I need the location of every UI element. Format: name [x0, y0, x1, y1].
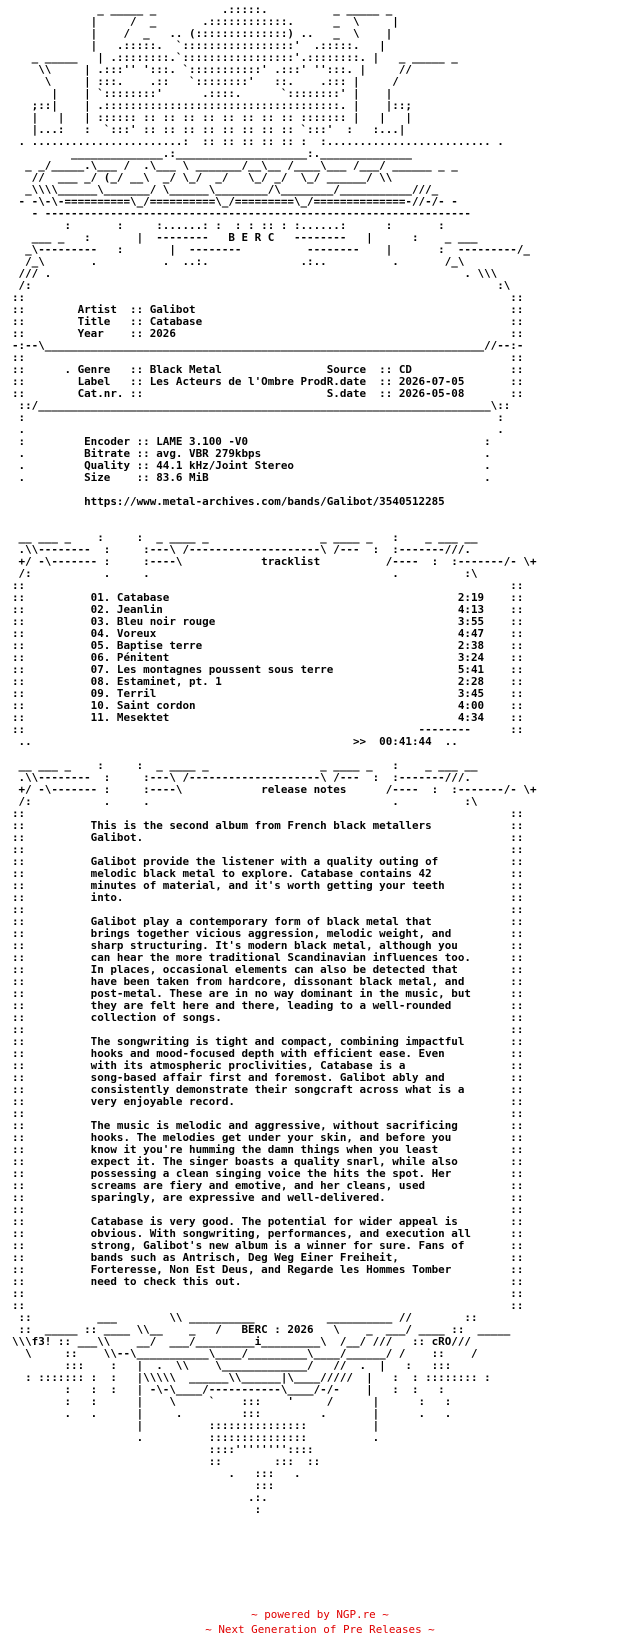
artist-line: :: Artist :: Galibot ::: [12, 304, 524, 316]
release-note-line: :: song-based affair first and foremost. Galibot ably and ::: [12, 1072, 524, 1084]
release-note-line: :: Galibot play a contemporary form of black metal that ::: [12, 916, 524, 928]
quality-line: . Quality :: 44.1 kHz/Joint Stereo .: [12, 460, 491, 472]
release-note-line: :: ::: [12, 1024, 524, 1036]
frame-line: ::/_____________________________________________________________________\::: [12, 400, 511, 412]
header-art-line: // ___ _/ (_/ __\ _/ \_/ _/ \_/ _/ \_/ ______/ \\: [12, 172, 393, 184]
frame-line: : : : | -\-\____/-----------\____/-/- | : : :: [12, 1384, 445, 1396]
tracklist-title-line: +/ -\------- : :----\ tracklist /---- : :-------/- \+: [12, 556, 537, 568]
catnr-sdate-line: :: Cat.nr. :: S.date :: 2026-05-08 ::: [12, 388, 524, 400]
header-art-line: | | `::::::::' .::::. `::::::::' | |: [12, 88, 393, 100]
frame-line: /: . . . :\: [12, 568, 478, 580]
release-note-line: :: hooks and mood-focused depth with efficient ease. Even ::: [12, 1048, 524, 1060]
release-note-line: :: screams are fiery and emotive, and her cleans, used ::: [12, 1180, 524, 1192]
frame-line: \ :: \\--\___________\____/_________\____/______/ / :: /: [12, 1348, 478, 1360]
release-note-line: :: The music is melodic and aggressive, without sacrificing ::: [12, 1120, 524, 1132]
frame-line: .\\-------- : :---\ /--------------------\ /--- : :-------///.: [12, 544, 471, 556]
track-row: :: 03. Bleu noir rouge 3:55 ::: [12, 616, 524, 628]
frame-line: __ ___ _ : : _ ____ _ _ ____ _ : _ ___ __: [12, 760, 478, 772]
header-art-line: |...: : `:::' :: :: :: :: :: :: :: :: `:::' : :...|: [12, 124, 406, 136]
blank-line: [12, 484, 632, 496]
release-note-line: :: have been taken from hardcore, dissonant black metal, and ::: [12, 976, 524, 988]
size-line: . Size :: 83.6 MiB .: [12, 472, 491, 484]
encoder-line: : Encoder :: LAME 3.100 -V0 :: [12, 436, 491, 448]
header-art-line: _ _____ _ .:::::. _ _____ _: [12, 4, 393, 16]
frame-line: : ::::::: : : |\\\\\ ______\\______|\____///// | : : :::::::: :: [12, 1372, 491, 1384]
release-note-line: :: possessing a clean singing voice the hits the spot. Her ::: [12, 1168, 524, 1180]
footer-group-line: :: _____ :: ____ \\__ _ / BERC : 2026 \ _ ___/ ____ :: _____: [12, 1324, 511, 1336]
release-note-line: :: Galibot provide the listener with a quality outing of ::: [12, 856, 524, 868]
release-note-line: :: know it you're humming the damn things when you least ::: [12, 1144, 524, 1156]
blank-line: [12, 748, 632, 760]
frame-line: :: ::: [12, 352, 524, 364]
frame-line: :: ::: [12, 1300, 524, 1312]
release-note-line: :: into. ::: [12, 892, 524, 904]
release-note-line: :: expect it. The singer boasts a quality snarl, while also ::: [12, 1156, 524, 1168]
track-row: :: 04. Voreux 4:47 ::: [12, 628, 524, 640]
blank-line: [12, 520, 632, 532]
release-note-line: :: they are felt here and there, leading to a well-rounded ::: [12, 1000, 524, 1012]
frame-line: :: -------- ::: [12, 724, 524, 736]
header-art-line: . .......................: :: :: :: :: :: : :......................... .: [12, 136, 504, 148]
header-art-line: _ _/_____.\___ / .\___ \ _______/__\__ /____\___ /___/ ______ _ _: [12, 160, 458, 172]
tagline: ~ Next Generation of Pre Releases ~: [205, 1623, 435, 1636]
frame-line: /: . . . :\: [12, 796, 478, 808]
frame-line: :: ::: [12, 1288, 524, 1300]
release-note-line: :: ::: [12, 844, 524, 856]
frame-line: -:--\___________________________________________________________________//--:-: [12, 340, 524, 352]
release-note-line: :: with its atmospheric proclivities, Catabase is a ::: [12, 1060, 524, 1072]
header-art-line: | .:::::. `:::::::::::::::::' .:::::. |: [12, 40, 386, 52]
release-note-line: :: hooks. The melodies get under your skin, and before you ::: [12, 1132, 524, 1144]
frame-line: __ ___ _ : : _ ____ _ _ ____ _ : _ ___ __: [12, 532, 478, 544]
track-row: :: 08. Estaminet, pt. 1 2:28 ::: [12, 676, 524, 688]
release-note-line: :: Catabase is very good. The potential for wider appeal is ::: [12, 1216, 524, 1228]
header-art-line: - -\-\-==========\_/==========\_/=========\_/==============-//-/- -: [12, 196, 458, 208]
frame-line: .:.: [12, 1492, 268, 1504]
release-note-line: :: Forteresse, Non Est Deus, and Regarde les Hommes Tomber ::: [12, 1264, 524, 1276]
release-note-line: :: strong, Galibot's new album is a winner for sure. Fans of ::: [12, 1240, 524, 1252]
frame-line: ::: : | . \\ \_____________/ // . | : :::: [12, 1360, 452, 1372]
footer-tags-line: \\\f3! :: ___\\ __/ ___/_________i_________\ /__/ /// :: cRO///: [12, 1336, 471, 1348]
url-line: https://www.metal-archives.com/bands/Galibot/3540512285: [12, 496, 445, 508]
frame-line: . . | . ::: . | . .: [12, 1408, 452, 1420]
total-line: .. >> 00:41:44 ..: [12, 736, 458, 748]
track-row: :: 01. Catabase 2:19 ::: [12, 592, 524, 604]
frame-line: /: :\: [12, 280, 511, 292]
header-art-line: \\ | .:::'' ':::. `:::::::::::' .:::' '':::. | //: [12, 64, 412, 76]
release-note-line: :: post-metal. These are in no way dominant in the music, but ::: [12, 988, 524, 1000]
frame-line: :: ::: [12, 808, 524, 820]
release-note-line: :: The songwriting is tight and compact, combining impactful ::: [12, 1036, 524, 1048]
track-row: :: 10. Saint cordon 4:00 ::: [12, 700, 524, 712]
release-note-line: :: obvious. With songwriting, performances, and execution all ::: [12, 1228, 524, 1240]
header-art-line: _ _____ | .::::::::.`:::::::::::::::::'.::::::::. | _ _____ _: [12, 52, 458, 64]
year-line: :: Year :: 2026 ::: [12, 328, 524, 340]
release-note-line: :: collection of songs. ::: [12, 1012, 524, 1024]
frame-line: . .: [12, 424, 504, 436]
release-note-line: :: sharp structuring. It's modern black metal, although you ::: [12, 940, 524, 952]
track-row: :: 07. Les montagnes poussent sous terre 5:41 ::: [12, 664, 524, 676]
header-art-line: ;::| | .::::::::::::::::::::::::::::::::::::. | |::;: [12, 100, 412, 112]
header-art-line: _\\\\______\_______/ \______\________/\________/___________///_: [12, 184, 439, 196]
release-note-line: :: sparingly, are expressive and well-delivered. ::: [12, 1192, 524, 1204]
frame-line: | ::::::::::::::: |: [12, 1420, 380, 1432]
header-art-line: /_\ . . ..:. .:.. . /_\: [12, 256, 465, 268]
frame-line: . ::::::::::::::: .: [12, 1432, 380, 1444]
frame-line: : :: [12, 412, 504, 424]
release-note-line: :: Galibot. ::: [12, 832, 524, 844]
frame-line: :: ::: [12, 580, 524, 592]
header-art-line: _\--------- : | -------- -------- | : ---------/_: [12, 244, 530, 256]
release-note-line: :: ::: [12, 904, 524, 916]
release-note-line: :: In places, occasional elements can also be detected that ::: [12, 964, 524, 976]
genre-source-line: :: . Genre :: Black Metal Source :: CD ::: [12, 364, 524, 376]
header-art-line: | / _ .. (::::::::::::::) .. _ \ |: [12, 28, 393, 40]
release-note-line: :: brings together vicious aggression, melodic weight, and ::: [12, 928, 524, 940]
release-note-line: :: very enjoyable record. ::: [12, 1096, 524, 1108]
release-note-line: :: need to check this out. ::: [12, 1276, 524, 1288]
header-art-line: | | | :::::: :: :: :: :: :: :: :: :: ::::::: | | |: [12, 112, 412, 124]
header-art-line: ______________.:____________________:.______________: [12, 148, 412, 160]
track-row: :: 11. Mesektet 4:34 ::: [12, 712, 524, 724]
release-note-line: :: This is the second album from French black metallers ::: [12, 820, 524, 832]
release-note-line: :: minutes of material, and it's worth getting your teeth ::: [12, 880, 524, 892]
nfo-text: [12, 4, 632, 1516]
frame-line: : : | \ ` ::: ' / | : :: [12, 1396, 452, 1408]
header-art-line: - -----------------------------------------------------------------: [12, 208, 471, 220]
header-art-line: ___ _ : | -------- B E R C -------- | : _ ___: [12, 232, 478, 244]
blank-line: [12, 508, 632, 520]
release-note-line: :: bands such as Antrisch, Deg Weg Einer Freiheit, ::: [12, 1252, 524, 1264]
frame-line: ::::''''''''::::: [12, 1444, 314, 1456]
title-line: :: Title :: Catabase ::: [12, 316, 524, 328]
frame-line: . ::: .: [12, 1468, 301, 1480]
bitrate-line: . Bitrate :: avg. VBR 279kbps .: [12, 448, 491, 460]
release-note-line: :: ::: [12, 1204, 524, 1216]
frame-line: :: ::: [12, 292, 524, 304]
track-row: :: 09. Terril 3:45 ::: [12, 688, 524, 700]
powered-by: ~ powered by NGP.re ~: [251, 1608, 389, 1621]
track-row: :: 06. Pénitent 3:24 ::: [12, 652, 524, 664]
header-art-line: | / _ .::::::::::::. _ \ |: [12, 16, 399, 28]
track-row: :: 05. Baptise terre 2:38 ::: [12, 640, 524, 652]
release-notes-title-line: +/ -\------- : :----\ release notes /---- : :-------/- \+: [12, 784, 537, 796]
track-row: :: 02. Jeanlin 4:13 ::: [12, 604, 524, 616]
frame-line: :: ___ \\ __________ __________ // ::: [12, 1312, 478, 1324]
frame-line: :::: [12, 1480, 275, 1492]
header-art-line: \ | :::. .:: `::::::::' ::. .::: | /: [12, 76, 399, 88]
release-note-line: :: can hear the more traditional Scandinavian influences too. ::: [12, 952, 524, 964]
frame-line: :: ::: ::: [12, 1456, 321, 1468]
label-rdate-line: :: Label :: Les Acteurs de l'Ombre ProdR.date :: 2026-07-05 ::: [12, 376, 524, 388]
frame-line: .\\-------- : :---\ /--------------------\ /--- : :-------///.: [12, 772, 471, 784]
release-note-line: :: consistently demonstrate their songcraft across what is a ::: [12, 1084, 524, 1096]
frame-line: :: [12, 1504, 262, 1516]
release-note-line: :: melodic black metal to explore. Catabase contains 42 ::: [12, 868, 524, 880]
header-art-line: : : :......: : : : :: : :......: : :: [12, 220, 445, 232]
header-art-line: /// . . \\\: [12, 268, 498, 280]
release-note-line: :: ::: [12, 1108, 524, 1120]
